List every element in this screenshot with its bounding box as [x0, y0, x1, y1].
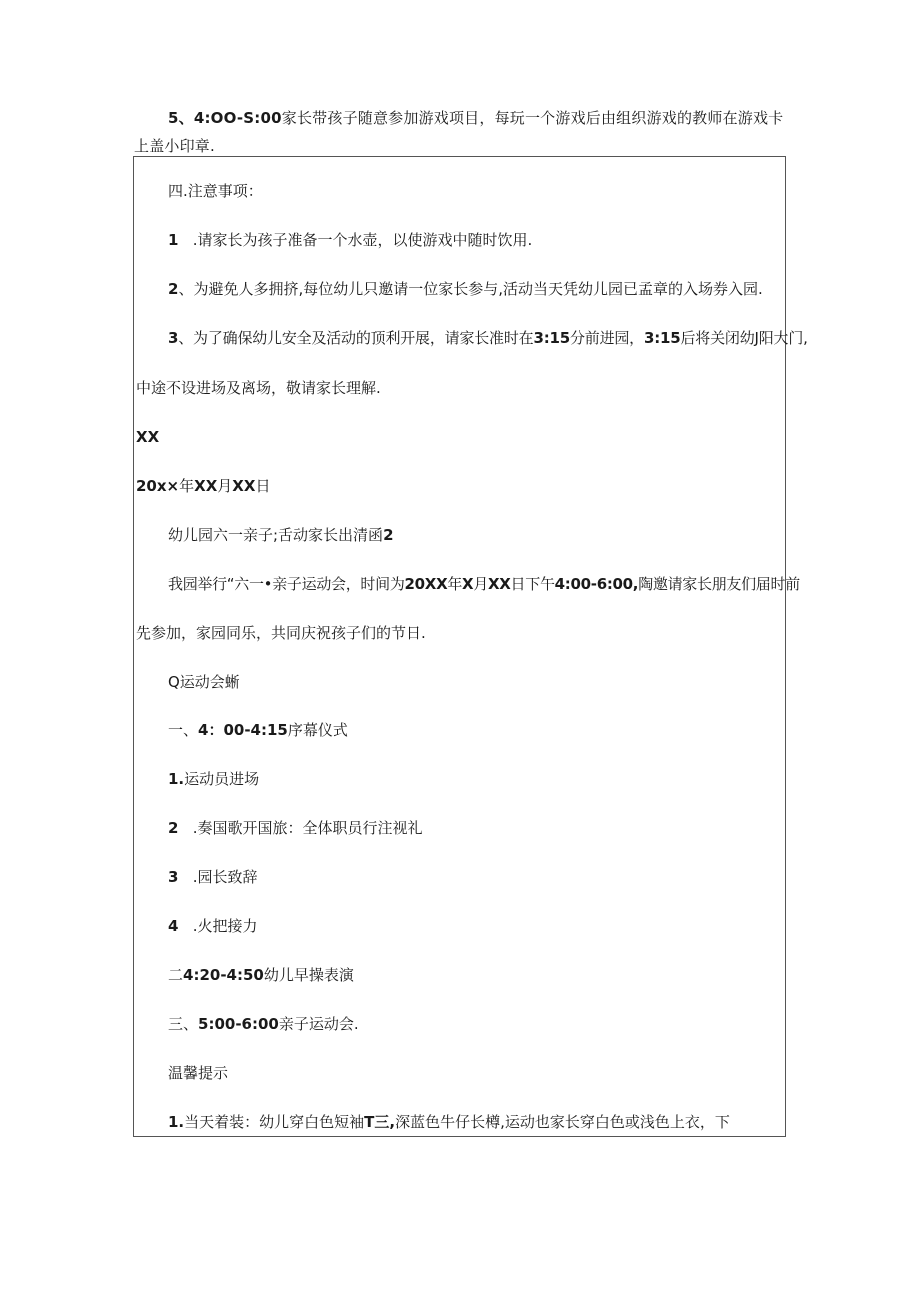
letter2-paragraph-continued: 先参加，家园同乐，共同庆祝孩子们的节日.: [136, 624, 426, 642]
program-section-3: 三、5:00-6:00亲子运动会.: [168, 1015, 359, 1033]
program-section-1: 一、4：00-4:15序幕仪式: [168, 721, 348, 739]
signature-date: 20x×年XX月XX日: [136, 477, 271, 495]
program-item-4: 4 .火把接力: [168, 917, 258, 935]
tip-item-1: 1.当天着装：幼儿穿白色短袖T三,深蓝色牛仔长樽,运动也家长穿白色或浅色上衣，下: [168, 1113, 730, 1131]
program-item-3: 3 .园长致辞: [168, 868, 258, 886]
program-item-1: 1.运动员进场: [168, 770, 260, 788]
notice-heading: 四.注意事项：: [168, 182, 263, 200]
tips-heading: 温馨提示: [168, 1064, 229, 1082]
notice-item-3: 3、为了确保幼儿安全及活动的顶利开展，请家长准时在3:15分前进园，3:15后将关闭幼J阳大门,: [168, 329, 808, 347]
notice-item-2: 2、为避免人多拥挤,每位幼儿只邀请一位家长参与,活动当天凭幼儿园已孟章的入场券入园.: [168, 280, 763, 298]
letter2-paragraph: 我园举行“六一•亲子运动会，时间为20XX年X月XX日下午4:00-6:00,陶邀请家长朋友们届时前: [168, 575, 800, 593]
content-frame: [133, 156, 808, 1137]
intro-text: 家长带孩子随意参加游戏项目，每玩一个游戏后由组织游戏的教师在游戏卡上盖小印章.: [134, 109, 784, 155]
signature-org: XX: [136, 428, 160, 446]
intro-number: 5、4:OO-S:00: [168, 109, 282, 127]
notice-item-3-continued: 中途不设进场及离场，敬请家长理解.: [136, 379, 381, 397]
program-section-2: 二4:20-4:50幼儿早操表演: [168, 966, 354, 984]
program-item-2: 2 .奏国歌开国旅：全体职员行注视礼: [168, 819, 423, 837]
intro-paragraph: [134, 104, 790, 160]
letter2-title: 幼儿园六一亲子;舌动家长出清函2: [168, 526, 394, 544]
notice-item-1: 1 .请家长为孩子准备一个水壶，以使游戏中随时饮用.: [168, 231, 533, 249]
program-subheading: Q运动会蜥: [168, 673, 240, 691]
